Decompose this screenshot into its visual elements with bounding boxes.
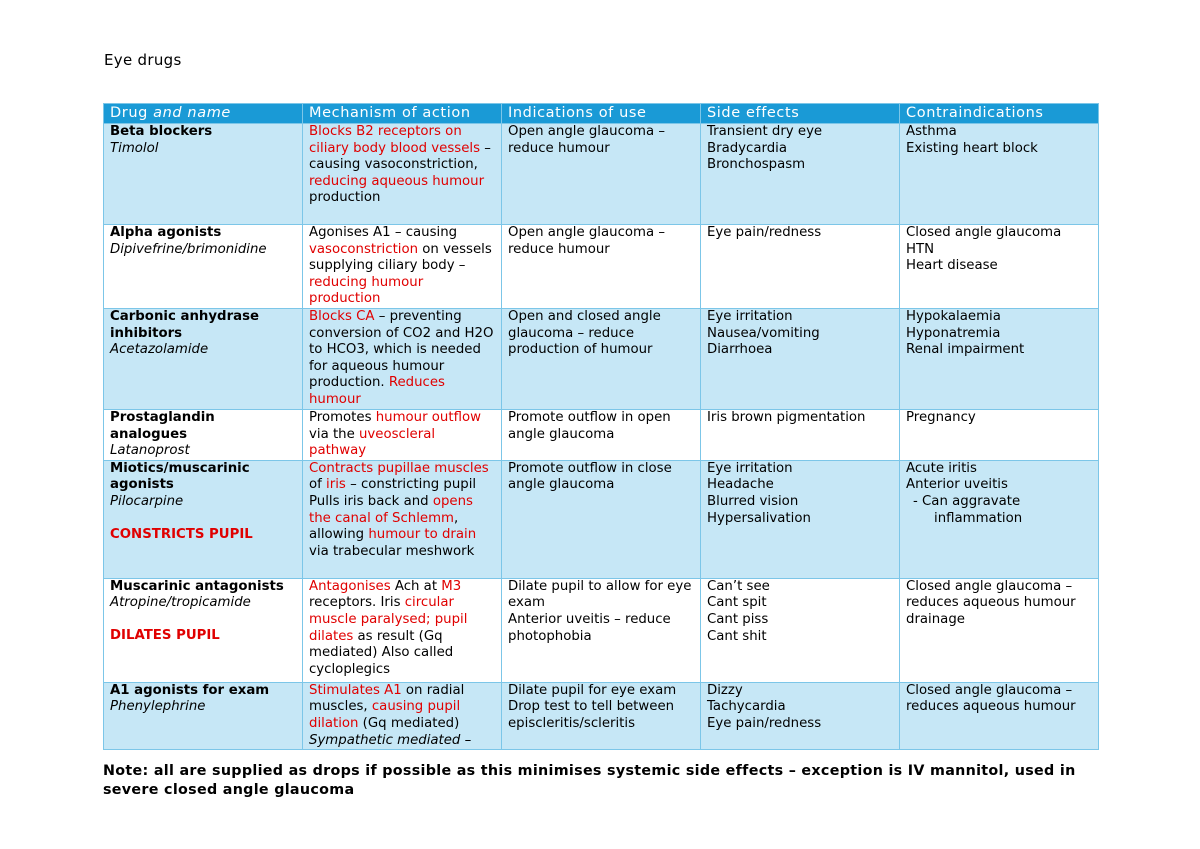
contraindication-item: Hypokalaemia [906, 309, 1001, 324]
highlighted-text: uveoscleral pathway [309, 426, 436, 459]
generic-name: Latanoprost [110, 443, 190, 459]
indication-item: Drop test to tell between episcleritis/scleritis [508, 699, 675, 731]
highlighted-text: Antagonises [309, 578, 391, 594]
indications-cell [502, 578, 701, 682]
side-effect-item: Eye pain/redness [707, 225, 822, 240]
side-effects-cell [701, 578, 900, 682]
indications-cell [502, 225, 701, 309]
mechanism-text: via trabecular meshwork [309, 543, 475, 559]
table-row [104, 309, 1099, 410]
contraindications-cell [900, 309, 1099, 410]
highlighted-text: reducing aqueous humour [309, 173, 485, 189]
drug-name: Alpha agonists [110, 225, 222, 240]
highlighted-text: Blocks CA [309, 309, 375, 324]
highlighted-text: M3 [441, 578, 462, 594]
contraindication-item: Asthma [906, 124, 957, 139]
mechanism-cell [303, 410, 502, 461]
side-effects-cell [701, 309, 900, 410]
mechanism-cell [303, 682, 502, 749]
indication-item: Open angle glaucoma – reduce humour [508, 225, 665, 257]
table-row [104, 124, 1099, 225]
side-effect-item: Cant spit [707, 595, 767, 611]
side-effect-item: Can’t see [707, 578, 770, 594]
indications-cell [502, 410, 701, 461]
mechanism-text: Promotes [309, 410, 376, 425]
mechanism-text: , allowing [309, 510, 459, 543]
drug-cell [104, 460, 303, 578]
contraindication-item: Acute iritis [906, 460, 977, 476]
side-effects-cell [701, 682, 900, 749]
drug-name: Prostaglandin analogues [110, 410, 215, 442]
pupil-effect-note: CONSTRICTS PUPIL [110, 526, 253, 542]
contraindications-cell [900, 578, 1099, 682]
mechanism-text: – constricting pupil Pulls iris back and [309, 477, 477, 509]
highlighted-text: iris [326, 477, 346, 493]
contraindication-item: Renal impairment [906, 342, 1025, 358]
mechanism-cell [303, 124, 502, 225]
generic-name: Dipivefrine/brimonidine [110, 241, 267, 257]
mechanism-text: on vessels supplying ciliary body – [309, 241, 492, 274]
generic-name: Atropine/tropicamide [110, 595, 251, 611]
highlighted-text: opens the canal of Schlemm [309, 493, 473, 526]
contraindication-item: HTN [906, 241, 935, 257]
mechanism-cell [303, 225, 502, 309]
indication-item: Open and closed angle glaucoma – reduce production of humour [508, 309, 661, 358]
mechanism-text: receptors. Iris [309, 595, 405, 611]
generic-name: Phenylephrine [110, 699, 206, 715]
side-effect-item: Dizzy [707, 682, 743, 698]
page-title: Eye drugs [104, 51, 182, 69]
contraindications-cell [900, 410, 1099, 461]
highlighted-text: Blocks B2 receptors on ciliary body blood vessels [309, 124, 480, 156]
mechanism-note: Sympathetic mediated – [309, 732, 472, 748]
table-header-row [104, 104, 1099, 124]
side-effect-item: Eye irritation [707, 309, 793, 324]
mechanism-text: as result (Gq mediated) Also called cycloplegics [309, 628, 454, 677]
mechanism-text: via the [309, 426, 359, 442]
drug-name: Muscarinic antagonists [110, 578, 284, 594]
mechanism-text: (Gq mediated) [358, 715, 460, 731]
col-header-indications: Indications of use [502, 104, 701, 124]
mechanism-text: of [309, 477, 327, 493]
side-effect-item: Transient dry eye [707, 124, 823, 139]
table-row [104, 410, 1099, 461]
drug-cell [104, 309, 303, 410]
highlighted-text: Contracts pupillae muscles [309, 460, 489, 476]
contraindications-cell [900, 225, 1099, 309]
side-effect-item: Cant shit [707, 628, 767, 644]
indications-cell [502, 682, 701, 749]
mechanism-cell [303, 578, 502, 682]
indication-item: Dilate pupil for eye exam [508, 682, 677, 698]
side-effect-item: Hypersalivation [707, 510, 811, 526]
mechanism-text: – preventing conversion of CO2 and H2O to HCO3, which is needed for aqueous humour production. [309, 309, 494, 391]
indications-cell [502, 309, 701, 410]
generic-name: Pilocarpine [110, 493, 184, 509]
contraindication-item: Pregnancy [906, 410, 976, 425]
contraindication-item: Closed angle glaucoma [906, 225, 1062, 240]
side-effect-item: Bradycardia [707, 140, 788, 156]
highlighted-text: humour to drain [368, 527, 477, 543]
contraindication-item: Closed angle glaucoma – reduces aqueous humour [906, 682, 1076, 715]
indication-item: Open angle glaucoma – reduce humour [508, 124, 665, 156]
footnote: Note: all are supplied as drops if possible as this minimises systemic side effects – exception is IV mannitol, used in severe closed angle glaucoma [103, 763, 1076, 798]
side-effect-item: Tachycardia [707, 699, 786, 715]
mechanism-text: Ach at [390, 578, 442, 594]
side-effect-item: Headache [707, 477, 774, 493]
contraindications-cell [900, 460, 1099, 578]
indication-item: Promote outflow in close angle glaucoma [508, 460, 672, 493]
side-effect-item: Nausea/vomiting [707, 325, 820, 341]
col-header-side-effects: Side effects [701, 104, 900, 124]
drug-cell [104, 225, 303, 309]
generic-name: Acetazolamide [110, 342, 209, 358]
indication-item: Dilate pupil to allow for eye exam [508, 578, 692, 611]
mechanism-text: – causing vasoconstriction, [309, 140, 491, 173]
contraindications-cell [900, 682, 1099, 749]
table-row [104, 460, 1099, 578]
highlighted-text: Reduces humour [309, 375, 445, 407]
table-row [104, 682, 1099, 749]
mechanism-text: production [309, 190, 381, 206]
highlighted-text: reducing humour production [309, 274, 424, 307]
mechanism-text: Agonises A1 – causing [309, 225, 458, 240]
side-effects-cell [701, 124, 900, 225]
drug-cell [104, 410, 303, 461]
drug-name: A1 agonists for exam [110, 682, 270, 698]
side-effect-item: Bronchospasm [707, 157, 806, 173]
side-effect-item: Eye irritation [707, 460, 793, 476]
drug-cell [104, 682, 303, 749]
highlighted-text: humour outflow [375, 410, 481, 425]
contraindications-cell [900, 124, 1099, 225]
col-header-contraindications: Contraindications [900, 104, 1099, 124]
highlighted-text: causing pupil dilation [309, 699, 461, 731]
col-header-drug: Drug and name [104, 104, 303, 124]
contraindication-item: Existing heart block [906, 140, 1038, 156]
mechanism-cell [303, 309, 502, 410]
generic-name: Timolol [110, 140, 159, 156]
mechanism-cell [303, 460, 502, 578]
mechanism-text: on radial muscles, [309, 682, 465, 715]
drug-name: Carbonic anhydrase inhibitors [110, 309, 260, 341]
side-effects-cell [701, 410, 900, 461]
drug-cell [104, 124, 303, 225]
highlighted-text: vasoconstriction [309, 241, 419, 257]
side-effect-item: Eye pain/redness [707, 715, 822, 731]
drug-name: Miotics/muscarinic agonists [110, 460, 250, 493]
eye-drugs-table [103, 103, 1099, 750]
table-row [104, 578, 1099, 682]
highlighted-text: Stimulates A1 [309, 682, 402, 698]
indications-cell [502, 124, 701, 225]
side-effect-item: Cant piss [707, 611, 769, 627]
pupil-effect-note: DILATES PUPIL [110, 627, 220, 643]
side-effects-cell [701, 460, 900, 578]
drug-cell [104, 578, 303, 682]
contraindication-item: Closed angle glaucoma – reduces aqueous humour drainage [906, 578, 1076, 627]
table-row [104, 225, 1099, 309]
indication-item: Promote outflow in open angle glaucoma [508, 410, 671, 442]
side-effects-cell [701, 225, 900, 309]
side-effect-item: Iris brown pigmentation [707, 410, 866, 425]
contraindication-item: Heart disease [906, 258, 998, 274]
indication-item: Anterior uveitis – reduce photophobia [508, 611, 671, 644]
contraindication-item: Hyponatremia [906, 325, 1001, 341]
contraindication-subitem: - Can aggravate inflammation [913, 493, 1023, 526]
col-header-mechanism: Mechanism of action [303, 104, 502, 124]
indications-cell [502, 460, 701, 578]
drug-name: Beta blockers [110, 124, 213, 139]
highlighted-text: circular muscle paralysed; pupil dilates [309, 595, 468, 644]
contraindication-item: Anterior uveitis [906, 477, 1008, 493]
side-effect-item: Diarrhoea [707, 342, 773, 358]
side-effect-item: Blurred vision [707, 493, 799, 509]
